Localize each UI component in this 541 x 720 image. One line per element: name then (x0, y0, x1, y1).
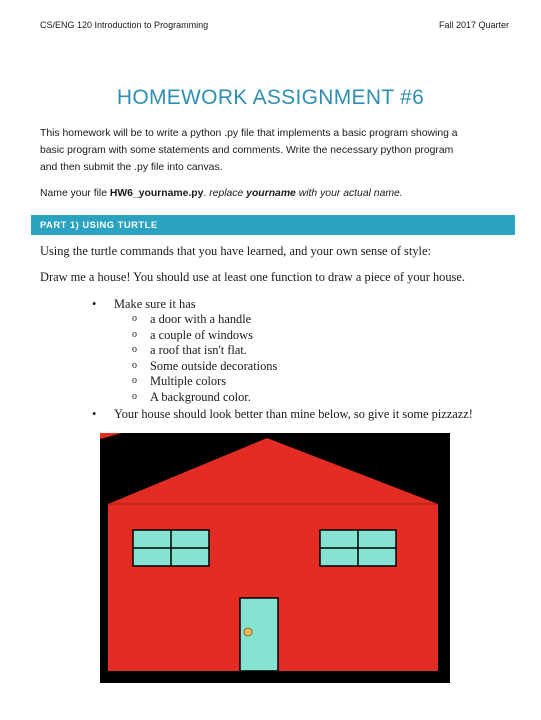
requirements-intro: Make sure it has (114, 297, 196, 311)
yourname-word: yourname (246, 188, 296, 199)
requirements-sublist (114, 312, 473, 406)
list-item: • Your house should look better than mine below, so give it some pizzazz! (92, 406, 473, 422)
course-header: CS/ENG 120 Introduction to Programming (40, 20, 209, 30)
file-naming-instruction (40, 188, 403, 199)
door-handle (244, 628, 252, 636)
page-title: HOMEWORK ASSIGNMENT #6 (116, 86, 425, 109)
intro-line-2: basic program with some statements and comments. Write the necessary python program (40, 145, 454, 156)
intro-line-1: This homework will be to write a python .py file that implements a basic program showing a (40, 128, 458, 139)
intro-line-3: and then submit the .py file into canvas. (40, 162, 223, 173)
turtle-instruction: Using the turtle commands that you have learned, and your own sense of style: (40, 244, 431, 258)
list-item: o A background color. (132, 390, 473, 406)
right-window (320, 530, 396, 566)
list-item: o a roof that isn't flat. (132, 343, 473, 359)
term-header: Fall 2017 Quarter (438, 20, 509, 30)
list-item (92, 296, 473, 406)
replace-word: replace (209, 188, 247, 199)
naming-suffix: with your actual name. (295, 188, 403, 199)
list-item: o a door with a handle (132, 312, 473, 328)
filename: HW6_yourname.py (109, 188, 204, 199)
part-heading: PART 1) USING TURTLE (31, 215, 515, 235)
intro-paragraph (40, 125, 505, 176)
list-item: o a couple of windows (132, 328, 473, 344)
list-item: o Multiple colors (132, 374, 473, 390)
naming-prefix: Name your file (40, 188, 110, 199)
list-item: o Some outside decorations (132, 359, 473, 375)
left-window (133, 530, 209, 566)
naming-period: . (203, 188, 210, 199)
draw-house-instruction: Draw me a house! You should use at least one function to draw a piece of your house. (40, 270, 465, 284)
house-drawing (100, 433, 450, 683)
requirements-list (92, 296, 473, 422)
